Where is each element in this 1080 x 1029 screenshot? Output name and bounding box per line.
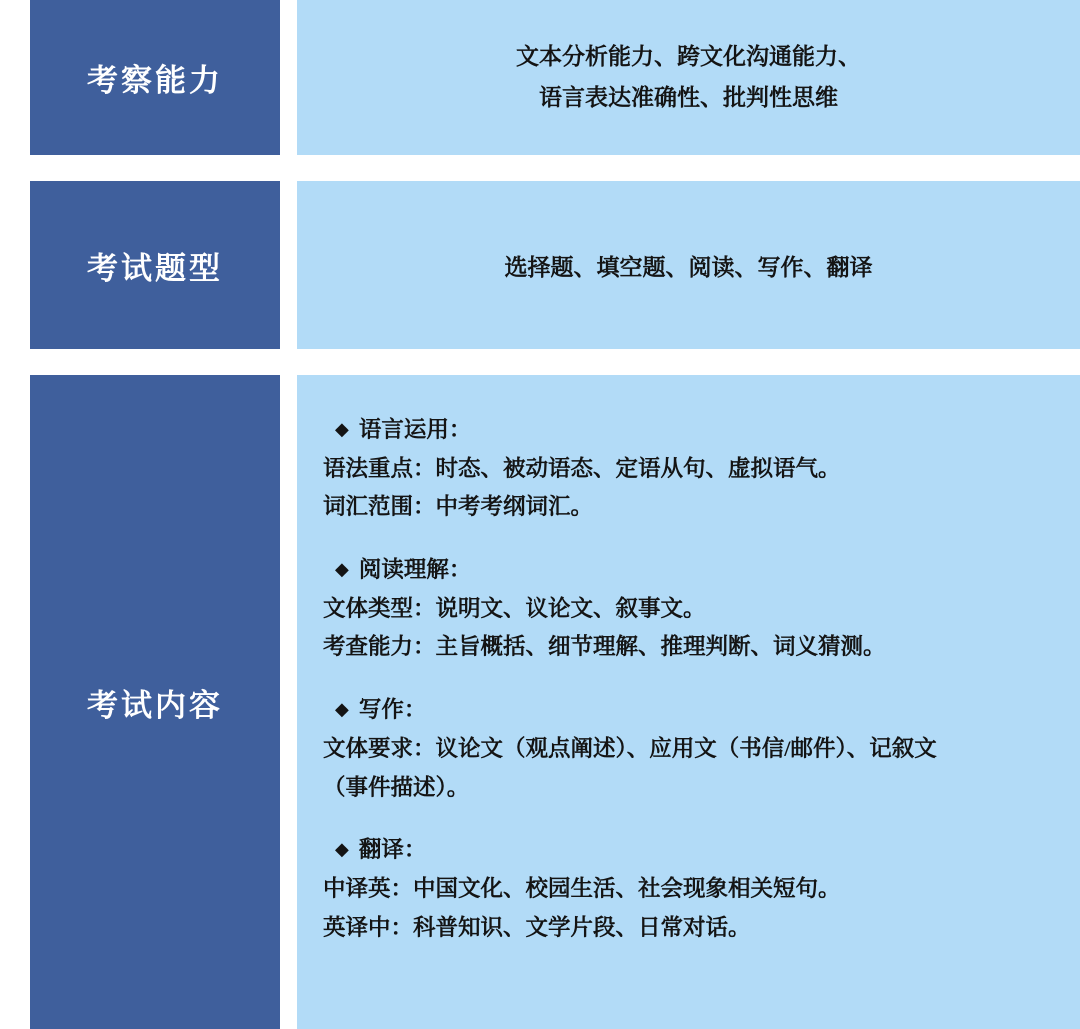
translation-line-2: 英译中：科普知识、文学片段、日常对话。 (323, 914, 751, 940)
table-row-abilities (0, 0, 1080, 155)
language-use-line-1: 语法重点：时态、被动语态、定语从句、虚拟语气。 (323, 455, 841, 481)
table-row-question-types (0, 181, 1080, 349)
table-row-exam-content (0, 375, 1080, 1029)
block-heading-language-use (323, 411, 1054, 450)
row-label-abilities (30, 0, 280, 155)
diamond-bullet-icon: ◆ (335, 699, 349, 720)
diamond-bullet-icon: ◆ (335, 839, 349, 860)
block-heading-writing-text: 写作： (358, 697, 427, 723)
block-heading-writing (323, 691, 1054, 730)
row-separator-2 (0, 349, 1080, 375)
block-heading-translation (323, 831, 1054, 870)
content-block-translation (323, 831, 1054, 947)
content-block-reading (323, 551, 1054, 667)
row-label-abilities-text: 考察能力 (87, 63, 223, 98)
writing-line-1: 文体要求：议论文（观点阐述）、应用文（书信/邮件）、记叙文 (323, 735, 937, 761)
translation-line-1: 中译英：中国文化、校园生活、社会现象相关短句。 (323, 875, 841, 901)
row-label-question-types-text: 考试题型 (87, 250, 223, 286)
row-content-exam-content (297, 375, 1080, 1029)
row-separator-1 (0, 155, 1080, 181)
block-heading-reading (323, 551, 1054, 590)
reading-line-1: 文体类型：说明文、议论文、叙事文。 (323, 595, 706, 621)
diamond-bullet-icon: ◆ (335, 559, 349, 580)
reading-line-2: 考查能力：主旨概括、细节理解、推理判断、词义猜测。 (323, 634, 886, 660)
writing-line-2: （事件描述）。 (323, 774, 470, 800)
block-heading-language-use-text: 语言运用： (358, 417, 472, 442)
block-heading-reading-text: 阅读理解： (358, 557, 472, 583)
question-types-line-1: 选择题、填空题、阅读、写作、翻译 (504, 254, 873, 280)
block-heading-translation-text: 翻译： (358, 837, 427, 863)
row-label-question-types (30, 181, 280, 349)
diamond-bullet-icon: ◆ (335, 419, 349, 439)
row-label-exam-content-text: 考试内容 (87, 687, 223, 723)
language-use-line-2: 词汇范围：中考考纲词汇。 (323, 494, 594, 520)
row-content-abilities (297, 0, 1080, 155)
content-block-writing (323, 691, 1054, 807)
abilities-line-2: 语言表达准确性、批判性思维 (539, 84, 838, 110)
abilities-line-1: 文本分析能力、跨文化沟通能力、 (516, 44, 861, 70)
row-content-question-types (297, 181, 1080, 349)
content-block-language-use (323, 411, 1054, 527)
row-label-exam-content (30, 375, 280, 1029)
